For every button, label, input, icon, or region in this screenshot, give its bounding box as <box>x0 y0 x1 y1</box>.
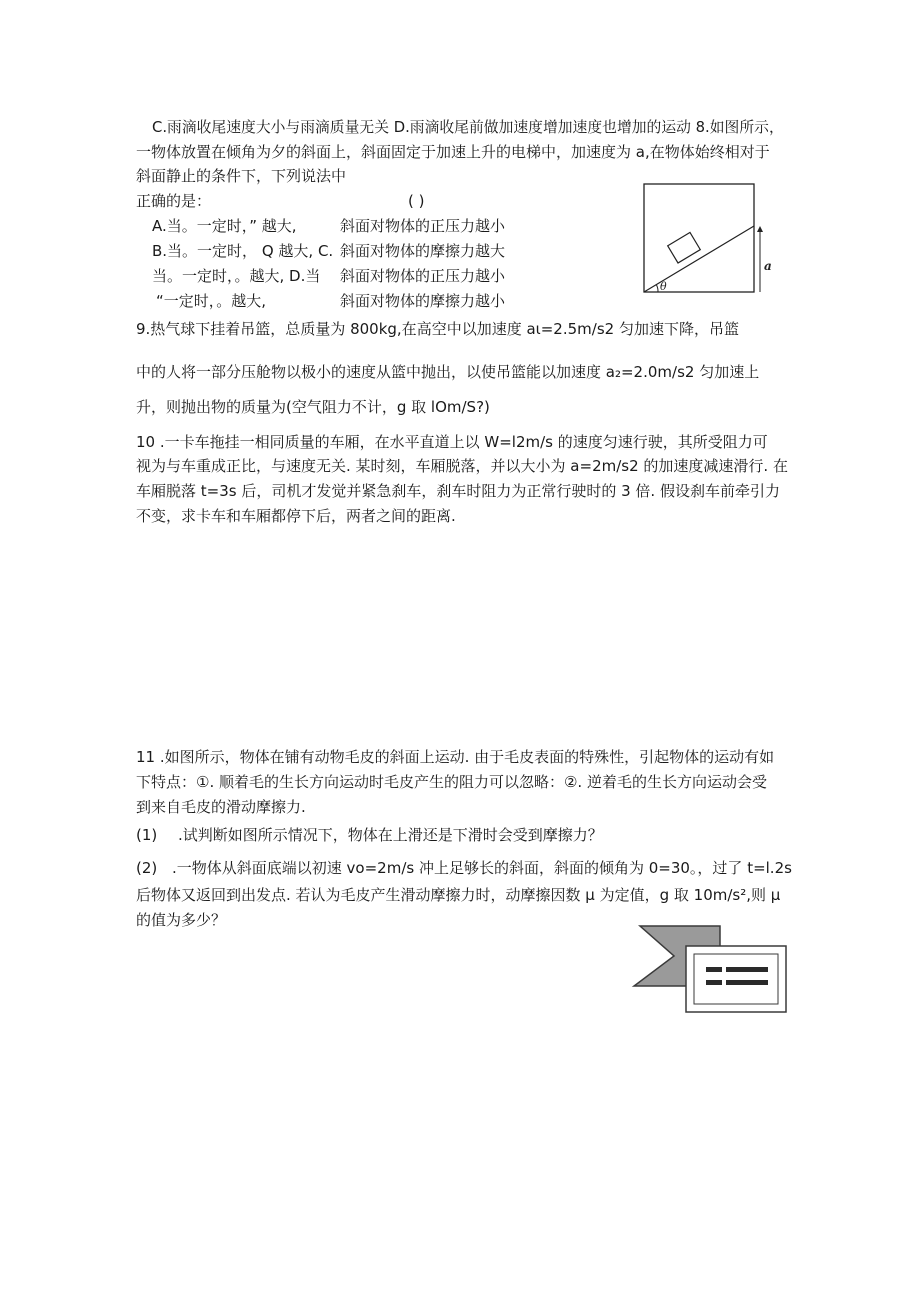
acceleration-label: a <box>764 259 772 273</box>
line-segment <box>726 967 768 972</box>
q8-option-left-3: 当。一定时，。越大, D.当 <box>152 267 321 285</box>
q11-line-1: 11 .如图所示，物体在铺有动物毛皮的斜面上运动. 由于毛皮表面的特殊性，引起物体的运动有如 <box>136 748 775 766</box>
block-on-incline <box>668 232 701 263</box>
q8-option-left-2: B.当。一定时， Q 越大, C. <box>152 242 334 260</box>
q11-line-2: 下特点：①. 顺着毛的生长方向运动时毛皮产生的阻力可以忽略：②. 逆着毛的生长方向运动会受 <box>136 773 767 791</box>
q9-line-3: 升，则抛出物的质量为(空气阻力不计，g 取 lOm/S?) <box>136 398 490 416</box>
q8-line-4: 正确的是： <box>136 192 212 210</box>
line-segment <box>706 967 722 972</box>
q8-option-right-3: 斜面对物体的正压力越小 <box>340 267 506 285</box>
q10-line-2: 视为与车重成正比，与速度无关. 某时刻，车厢脱落，并以大小为 a=2m∕s2 的加速度减速滑行. 在 <box>136 457 788 475</box>
theta-label: θ <box>660 280 667 293</box>
q8-option-left-4: “一定时，。越大, <box>156 292 267 310</box>
q8-line-2: 一物体放置在倾角为夕的斜面上，斜面固定于加速上升的电梯中，加速度为 a,在物体始终相对于 <box>136 143 770 161</box>
q10-line-4: 不变，求卡车和车厢都停下后，两者之间的距离. <box>136 507 456 525</box>
incline-elevator-figure <box>640 182 780 296</box>
line-segment <box>706 980 722 985</box>
document-card-inner <box>694 954 778 1004</box>
q8-option-left-1: A.当。一定时，” 越大, <box>152 217 297 235</box>
q11-line-3: 到来自毛皮的滑动摩擦力. <box>136 798 306 816</box>
acceleration-arrowhead <box>757 226 763 232</box>
q9-line-1: 9.热气球下挂着吊篮，总质量为 800kg,在高空中以加速度 aι=2.5m∕s2 匀加速下降，吊篮 <box>136 320 739 338</box>
q11-sub2-line-2: 后物体又返回到出发点. 若认为毛皮产生滑动摩擦力时，动摩擦因数 μ 为定值，g 取 10m∕s²,则 μ <box>136 886 781 904</box>
elevator-frame <box>644 184 754 292</box>
q11-sub1-text: .试判断如图所示情况下，物体在上滑还是下滑时会受到摩擦力？ <box>178 826 603 844</box>
q8-answer-paren: ( ) <box>408 192 425 210</box>
q8-option-right-2: 斜面对物体的摩擦力越大 <box>340 242 506 260</box>
q11-sub2-line-1: .一物体从斜面底端以初速 vo=2m∕s 冲上足够长的斜面，斜面的倾角为 0=30。，过了 t=l.2s <box>172 859 792 877</box>
q8-option-right-4: 斜面对物体的摩擦力越小 <box>340 292 506 310</box>
q8-line-1: C.雨滴收尾速度大小与雨滴质量无关 D.雨滴收尾前做加速度增加速度也增加的运动 8.如图所示， <box>152 119 784 136</box>
angle-arc <box>657 285 659 292</box>
decorative-graphic <box>630 924 790 1014</box>
line-segment <box>726 980 768 985</box>
q10-line-1: 10 .一卡车拖挂一相同质量的车厢，在水平直道上以 W=l2m∕s 的速度匀速行驶，其所受阻力可 <box>136 433 768 451</box>
q11-sub1-number: (1) <box>136 826 158 844</box>
q11-sub2-line-3: 的值为多少？ <box>136 911 227 929</box>
q10-line-3: 车厢脱落 t=3s 后，司机才发觉并紧急刹车，刹车时阻力为正常行驶时的 3 倍. 假设刹车前牵引力 <box>136 482 780 500</box>
q11-sub2-number: (2) <box>136 859 158 877</box>
q9-line-2: 中的人将一部分压舱物以极小的速度从篮中抛出，以使吊篮能以加速度 a₂=2.0m∕s2 匀加速上 <box>136 363 760 381</box>
q8-line-3: 斜面静止的条件下，下列说法中 <box>136 167 347 185</box>
q8-option-right-1: 斜面对物体的正压力越小 <box>340 217 506 235</box>
